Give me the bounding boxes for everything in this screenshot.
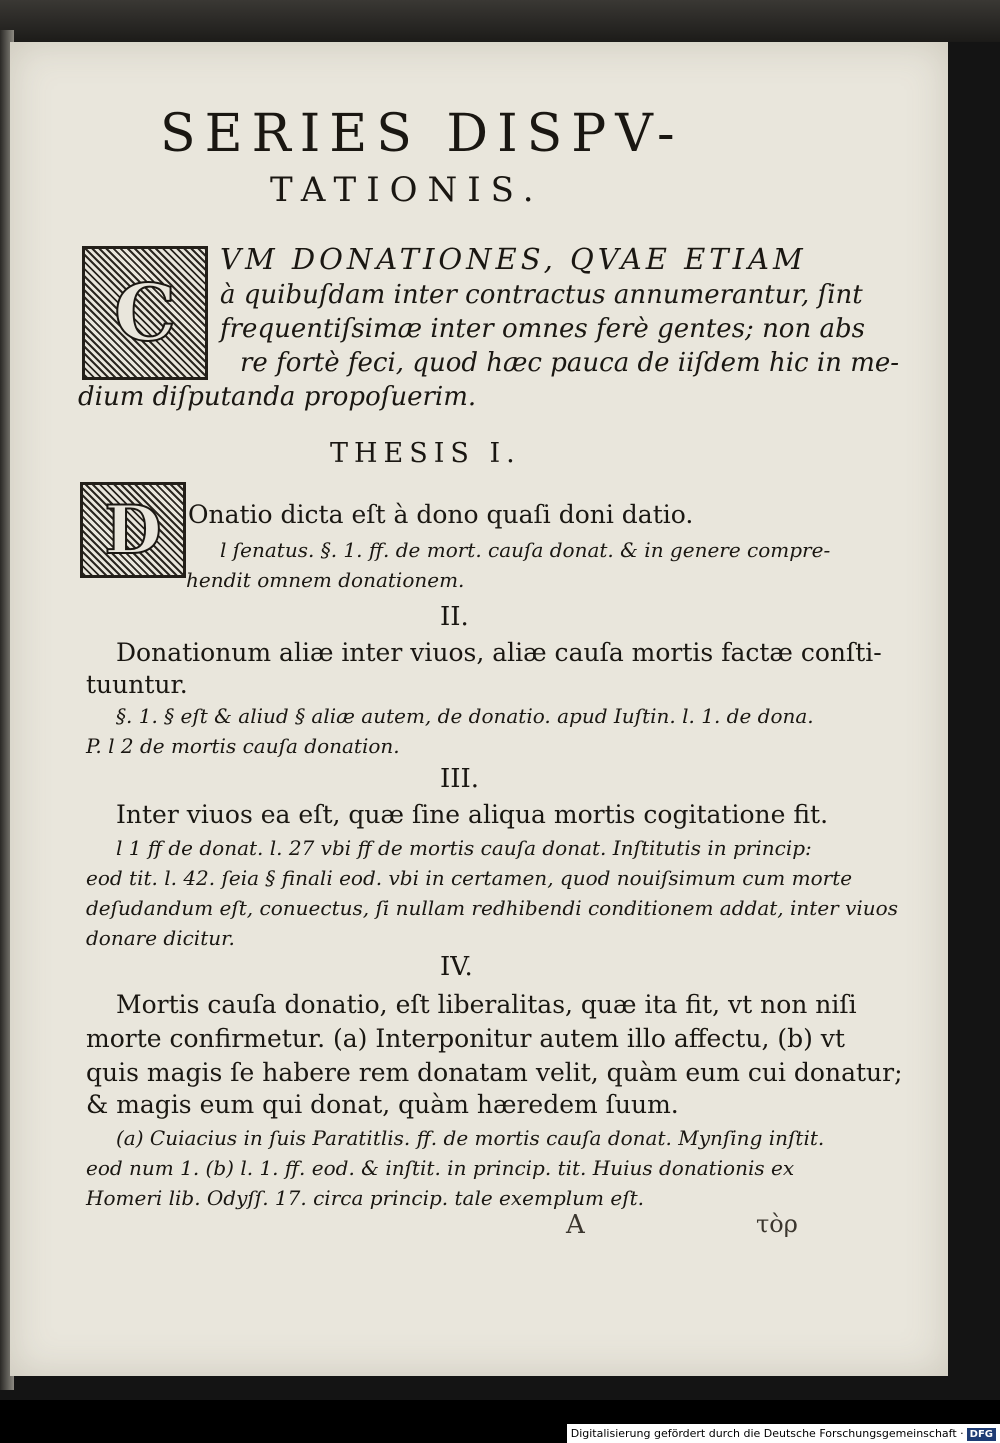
thesis-2-text-2: tuuntur. <box>86 670 188 699</box>
thesis-4-number: IV. <box>440 952 473 982</box>
thesis-2-note-2: P. l 2 de mortis cauſa donation. <box>86 734 400 758</box>
book-top-edge <box>0 0 1000 42</box>
thesis-3-number: III. <box>440 764 480 794</box>
intro-line-4: re fortè feci, quod hæc pauca de iiſdem hic in me- <box>240 348 900 378</box>
credit-text: Digitalisierung gefördert durch die Deutsche Forschungsgemeinschaft · <box>570 1427 964 1440</box>
title-line-2: TATIONIS. <box>270 170 544 210</box>
thesis-heading: THESIS I. <box>330 438 521 469</box>
thesis-4-text-1: Mortis cauſa donatio, eſt liberalitas, quæ ita fit, vt non niſi <box>116 990 857 1019</box>
page-content <box>10 42 948 1376</box>
thesis-1-note-2: hendit omnem donationem. <box>186 568 465 592</box>
thesis-1-text: Onatio dicta eſt à dono quaſi doni datio. <box>188 500 694 529</box>
decorated-initial-c-icon <box>82 246 208 380</box>
intro-line-2: à quibuſdam inter contractus annumerantur, ſint <box>220 280 863 310</box>
initial-letter: C <box>113 267 177 359</box>
thesis-2-text-1: Donationum aliæ inter viuos, aliæ cauſa mortis factæ conſti- <box>116 638 882 667</box>
thesis-4-note-2: eod num 1. (b) l. 1. ff. eod. & inſtit. in princip. tit. Huius donationis ex <box>86 1156 795 1180</box>
signature-mark: A <box>566 1210 585 1240</box>
intro-line-3: frequentiſsimæ inter omnes ferè gentes; non abs <box>220 314 865 344</box>
title-line-1: SERIES DISPV- <box>160 104 684 164</box>
thesis-4-note-1: (a) Cuiacius in ſuis Paratitlis. ff. de mortis cauſa donat. Mynſing inſtit. <box>116 1126 825 1150</box>
book-page <box>10 42 948 1376</box>
thesis-4-text-4: & magis eum qui donat, quàm hæredem ſuum. <box>86 1090 679 1119</box>
thesis-3-note-1: l 1 ff de donat. l. 27 vbi ff de mortis cauſa donat. Inſtitutis in princip: <box>116 836 812 860</box>
thesis-3-note-2: eod tit. l. 42. ſeia § finali eod. vbi in certamen, quod nouiſsimum cum morte <box>86 866 853 890</box>
digitization-credit <box>567 1424 1000 1443</box>
thesis-3-note-4: donare dicitur. <box>86 926 235 950</box>
thesis-2-number: II. <box>440 602 469 632</box>
thesis-4-text-3: quis magis ſe habere rem donatam velit, quàm eum cui donatur; <box>86 1058 903 1087</box>
intro-line-5: dium diſputanda propoſuerim. <box>78 382 477 412</box>
initial-letter: D <box>104 491 162 569</box>
decorated-initial-d-icon <box>80 482 186 578</box>
thesis-3-text: Inter viuos ea eſt, quæ ſine aliqua mortis cogitatione fit. <box>116 800 829 829</box>
catchword: τὸρ <box>756 1210 798 1238</box>
thesis-4-text-2: morte confirmetur. (a) Interponitur autem illo affectu, (b) vt <box>86 1024 845 1053</box>
thesis-4-note-3: Homeri lib. Odyſſ. 17. circa princip. tale exemplum eſt. <box>86 1186 644 1210</box>
dfg-logo-icon: DFG <box>967 1428 996 1441</box>
thesis-2-note-1: §. 1. § eſt & aliud § aliæ autem, de donatio. apud Iuſtin. l. 1. de dona. <box>116 704 814 728</box>
thesis-1-note-1: l ſenatus. §. 1. ff. de mort. cauſa donat. & in genere compre- <box>220 538 831 562</box>
intro-line-1: VM DONATIONES, QVAE ETIAM <box>220 242 807 276</box>
thesis-3-note-3: deſudandum eſt, conuectus, ſi nullam redhibendi conditionem addat, inter viuos <box>86 896 898 920</box>
